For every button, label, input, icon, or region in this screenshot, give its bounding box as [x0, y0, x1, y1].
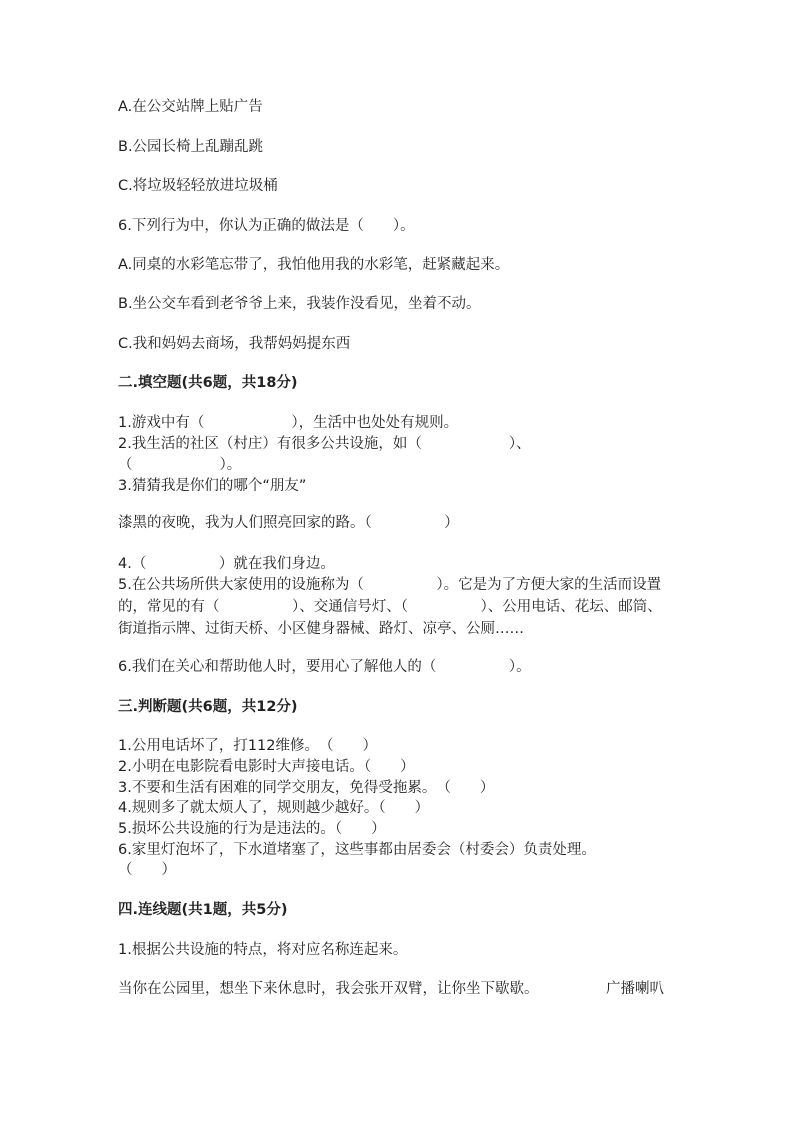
- fill-q6: 6.我们在关心和帮助他人时，要用心了解他人的（ ）。: [118, 659, 531, 675]
- fill-q1: 1.游戏中有（ ），生活中也处处有规则。: [118, 415, 459, 431]
- fill-q4: 4.（ ）就在我们身边。: [118, 556, 335, 572]
- fill-q3-riddle: 漆黑的夜晚，我为人们照亮回家的路。（ ）: [118, 515, 459, 531]
- section2-heading: 二.填空题(共6题，共18分): [118, 375, 298, 391]
- fill-q3-stem: 3.猜猜我是你们的哪个“朋友”: [118, 478, 307, 494]
- judge-item-3: 3.不要和生活有困难的同学交朋友，免得受拖累。 （ ）: [118, 780, 495, 796]
- judge-item-6-line1: 6.家里灯泡坏了，下水道堵塞了，这些事都由居委会（村委会）负责处理。: [118, 842, 596, 858]
- fill-q5: 5.在公共场所供大家使用的设施称为（ ）。它是为了方便大家的生活而设置的，常见的有（ ）、交通信号灯、（ ）、公用电话、花坛、邮筒、街道指示牌、过街天桥、小区健身器械、路灯、凉亭、公厕……: [118, 577, 662, 637]
- match-q1: 1.根据公共设施的特点，将对应名称连起来。: [118, 942, 408, 958]
- judge-item-1: 1.公用电话坏了，打112维修。 （ ）: [118, 738, 378, 754]
- q6-option-a: A.同桌的水彩笔忘带了，我怕他用我的水彩笔，赶紧藏起来。: [118, 257, 510, 273]
- q6-option-b: B.坐公交车看到老爷爷上来，我装作没看见，坐着不动。: [118, 296, 481, 312]
- q5-option-b: B.公园长椅上乱蹦乱跳: [118, 139, 264, 155]
- fill-q2-line2: （ ）。: [118, 457, 242, 473]
- judge-item-5: 5.损坏公共设施的行为是违法的。（ ）: [118, 821, 386, 837]
- q5-option-a: A.在公交站牌上贴广告: [118, 99, 263, 115]
- judge-item-6-line2: （ ）: [118, 862, 176, 878]
- match-left-item: 当你在公园里，想坐下来休息时，我会张开双臂，让你坐下歇歇。: [118, 981, 539, 997]
- judge-item-2: 2.小明在电影院看电影时大声接电话。（ ）: [118, 759, 415, 775]
- q5-option-c: C.将垃圾轻轻放进垃圾桶: [118, 178, 278, 194]
- q6-option-c: C.我和妈妈去商场，我帮妈妈提东西: [118, 336, 351, 352]
- match-right-item: 广播喇叭: [606, 981, 664, 997]
- fill-q2-line1: 2.我生活的社区（村庄）有很多公共设施，如（ ）、: [118, 436, 531, 452]
- section4-heading: 四.连线题(共1题，共5分): [118, 902, 288, 918]
- section3-heading: 三.判断题(共6题，共12分): [118, 699, 298, 715]
- q6-stem: 6.下列行为中，你认为正确的做法是（ ）。: [118, 218, 415, 234]
- judge-item-4: 4.规则多了就太烦人了，规则越少越好。（ ）: [118, 800, 430, 816]
